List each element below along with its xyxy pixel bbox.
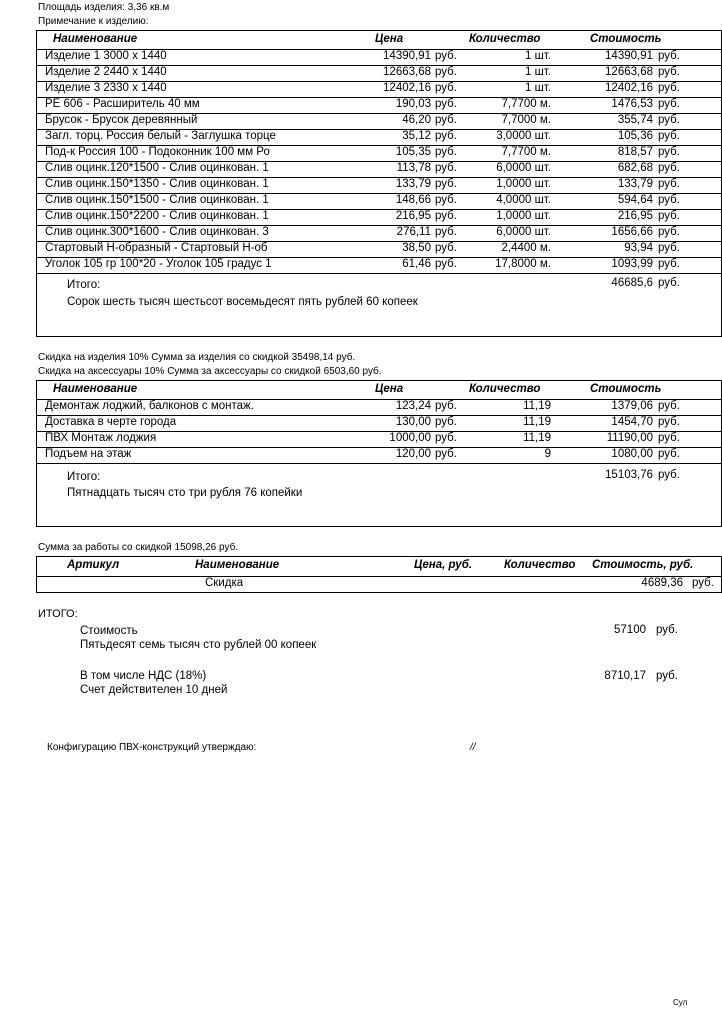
item-name: Слив оцинк.150*1350 - Слив оцинкован. 1 <box>45 178 269 190</box>
discount-accessories-line: Скидка на аксессуары 10% Сумма за аксессуары со скидкой 6503,60 руб. <box>38 366 382 377</box>
approval-text: Конфигурацию ПВХ-конструкций утверждаю: <box>47 742 257 753</box>
item-cost-currency: руб. <box>658 82 680 94</box>
item-qty: 1 шт. <box>524 50 551 62</box>
item-price-currency: руб. <box>435 98 457 110</box>
table-row <box>37 145 721 162</box>
item-price: 1000,00 <box>389 432 431 444</box>
services-total-label: Итого: <box>67 471 101 483</box>
item-name: Уголок 105 гр 100*20 - Уголок 105 градус 1 <box>45 258 272 270</box>
item-cost: 12663,68 <box>605 66 653 78</box>
item-qty: 1 шт. <box>524 66 551 78</box>
item-price: 12402,16 <box>383 82 431 94</box>
item-cost: 1476,53 <box>611 98 653 110</box>
item-qty: 9 <box>544 448 551 460</box>
table-row <box>37 225 721 242</box>
item-price: 276,11 <box>396 226 431 238</box>
item-qty: 7,7700 м. <box>501 146 551 158</box>
item-price: 123,24 <box>395 400 431 412</box>
col-cost-header: Стоимость <box>590 383 662 395</box>
item-price-currency: руб. <box>435 226 457 238</box>
item-qty: 11,19 <box>523 416 551 428</box>
col-name-header: Наименование <box>53 383 138 395</box>
column-divider <box>286 399 287 463</box>
item-name: Изделие 1 3000 x 1440 <box>45 50 167 62</box>
grand-cost-label: Стоимость <box>80 625 138 637</box>
item-qty: 7,7700 м. <box>501 98 551 110</box>
item-name: ПВХ Монтаж лоджия <box>45 432 157 444</box>
discount-cost: 4689,36 <box>641 577 683 589</box>
signature-mark: // <box>470 742 476 753</box>
table-row <box>37 431 721 448</box>
item-price-currency: руб. <box>435 162 457 174</box>
table-row <box>37 257 721 274</box>
item-price: 46,20 <box>402 114 431 126</box>
item-price: 120,00 <box>395 448 431 460</box>
discount-products-line: Скидка на изделия 10% Сумма за изделия со скидкой 35498,14 руб. <box>38 352 356 363</box>
item-price: 216,95 <box>395 210 431 222</box>
item-qty: 7,7000 м. <box>501 114 551 126</box>
item-price-currency: руб. <box>435 448 457 460</box>
item-price: 14390,91 <box>383 50 431 62</box>
item-price-currency: руб. <box>435 82 457 94</box>
item-cost-currency: руб. <box>658 98 680 110</box>
products-table <box>36 30 722 337</box>
col-name-header: Наименование <box>195 559 280 571</box>
page-footer-mark: Сул <box>673 998 688 1007</box>
note-line: Примечание к изделию: <box>38 16 149 27</box>
item-cost: 1656,66 <box>611 226 653 238</box>
item-price-currency: руб. <box>435 114 457 126</box>
products-total-value: 46685,6 <box>611 277 653 289</box>
discount-name: Скидка <box>205 577 244 589</box>
item-qty: 11,19 <box>523 432 551 444</box>
col-name-header: Наименование <box>53 33 138 45</box>
item-cost: 133,79 <box>617 178 653 190</box>
table-row <box>37 209 721 226</box>
table-row <box>37 65 721 82</box>
item-cost-currency: руб. <box>658 162 680 174</box>
table-row <box>37 49 721 66</box>
item-price-currency: руб. <box>435 178 457 190</box>
item-name: Доставка в черте города <box>45 416 177 428</box>
item-cost: 11190,00 <box>606 432 653 444</box>
table-row <box>37 576 721 592</box>
item-price-currency: руб. <box>435 210 457 222</box>
item-cost-currency: руб. <box>658 448 680 460</box>
item-price: 12663,68 <box>383 66 431 78</box>
item-name: Подъем на этаж <box>45 448 132 460</box>
item-cost-currency: руб. <box>658 416 680 428</box>
item-qty: 11,19 <box>523 400 551 412</box>
item-cost-currency: руб. <box>658 258 680 270</box>
grand-cost-words: Пятьдесят семь тысяч сто рублей 00 копеек <box>80 639 317 651</box>
item-cost-currency: руб. <box>658 178 680 190</box>
item-price-currency: руб. <box>435 242 457 254</box>
item-price: 190,03 <box>395 98 431 110</box>
col-qty-header: Количество <box>469 33 541 45</box>
grand-cost-currency: руб. <box>656 624 678 636</box>
item-cost-currency: руб. <box>658 146 680 158</box>
item-price: 130,00 <box>395 416 431 428</box>
item-qty: 2,4400 м. <box>501 242 551 254</box>
item-price: 35,12 <box>402 130 431 142</box>
item-price-currency: руб. <box>435 400 457 412</box>
item-cost: 105,36 <box>617 130 653 142</box>
services-total-words: Пятнадцать тысяч сто три рубля 76 копейки <box>67 487 303 499</box>
table-row <box>37 177 721 194</box>
item-cost: 1379,06 <box>611 400 653 412</box>
item-cost: 818,57 <box>617 146 653 158</box>
grand-cost-value: 57100 <box>614 624 646 636</box>
item-cost: 1454,70 <box>611 416 653 428</box>
item-cost: 1093,99 <box>611 258 653 270</box>
table-row <box>37 415 721 432</box>
products-total-currency: руб. <box>658 277 680 289</box>
item-cost: 1080,00 <box>611 448 653 460</box>
item-name: Изделие 2 2440 x 1440 <box>45 66 167 78</box>
item-name: Слив оцинк.120*1500 - Слив оцинкован. 1 <box>45 162 269 174</box>
item-price-currency: руб. <box>435 66 457 78</box>
table-row <box>37 193 721 210</box>
item-cost-currency: руб. <box>658 242 680 254</box>
table-row <box>37 97 721 114</box>
col-article-header: Артикул <box>67 559 120 571</box>
item-name: Слив оцинк.300*1600 - Слив оцинкован. 3 <box>45 226 269 238</box>
item-qty: 1,0000 шт. <box>496 178 551 190</box>
col-cost-header: Стоимость <box>590 33 662 45</box>
item-name: Брусок - Брусок деревянный <box>45 114 198 126</box>
products-total-words: Сорок шесть тысяч шестьсот восемьдесят пять рублей 60 копеек <box>67 296 418 308</box>
item-price-currency: руб. <box>435 146 457 158</box>
col-price-header: Цена <box>375 383 404 395</box>
item-name: Стартовый Н-образный - Стартовый Н-об <box>45 242 268 254</box>
item-cost-currency: руб. <box>658 66 680 78</box>
item-qty: 4,0000 шт. <box>496 194 551 206</box>
table-header <box>37 381 721 400</box>
area-line: Площадь изделия: 3,36 кв.м <box>38 2 170 13</box>
item-cost: 682,68 <box>617 162 653 174</box>
item-cost-currency: руб. <box>658 226 680 238</box>
validity-note: Счет действителен 10 дней <box>80 684 228 696</box>
table-row <box>37 113 721 130</box>
table-row <box>37 129 721 146</box>
vat-currency: руб. <box>656 670 678 682</box>
item-name: PE 606 - Расширитель 40 мм <box>45 98 200 110</box>
item-cost-currency: руб. <box>658 130 680 142</box>
vat-label: В том числе НДС (18%) <box>80 670 207 682</box>
item-price-currency: руб. <box>435 50 457 62</box>
item-cost-currency: руб. <box>658 194 680 206</box>
item-name: Слив оцинк.150*1500 - Слив оцинкован. 1 <box>45 194 269 206</box>
col-cost-header: Стоимость, руб. <box>592 559 694 571</box>
discount-currency: руб. <box>692 577 714 589</box>
item-cost: 594,64 <box>617 194 653 206</box>
item-qty: 3,0000 шт. <box>496 130 551 142</box>
item-cost: 14390,91 <box>605 50 653 62</box>
table-header <box>37 31 721 50</box>
table-row <box>37 241 721 258</box>
item-cost: 355,74 <box>617 114 653 126</box>
column-divider <box>286 49 287 273</box>
services-total-currency: руб. <box>658 469 680 481</box>
item-cost-currency: руб. <box>658 210 680 222</box>
table-row <box>37 399 721 416</box>
item-cost: 93,94 <box>624 242 653 254</box>
item-price: 105,35 <box>395 146 431 158</box>
item-qty: 1,0000 шт. <box>496 210 551 222</box>
col-price-header: Цена, руб. <box>414 559 473 571</box>
item-name: Слив оцинк.150*2200 - Слив оцинкован. 1 <box>45 210 269 222</box>
table-row <box>37 161 721 178</box>
item-qty: 6,0000 шт. <box>496 226 551 238</box>
item-qty: 17,8000 м. <box>495 258 551 270</box>
item-cost: 216,95 <box>617 210 653 222</box>
item-price: 38,50 <box>402 242 431 254</box>
item-cost-currency: руб. <box>658 400 680 412</box>
item-name: Изделие 3 2330 x 1440 <box>45 82 167 94</box>
table-row <box>37 81 721 98</box>
vat-value: 8710,17 <box>604 670 646 682</box>
grand-total-heading: ИТОГО: <box>38 608 78 620</box>
item-price: 61,46 <box>402 258 431 270</box>
item-cost-currency: руб. <box>658 50 680 62</box>
item-price-currency: руб. <box>435 194 457 206</box>
item-name: Демонтаж лоджий, балконов с монтаж. <box>45 400 254 412</box>
table-header <box>37 557 721 577</box>
item-price: 148,66 <box>395 194 431 206</box>
item-price-currency: руб. <box>435 416 457 428</box>
item-price: 113,78 <box>396 162 431 174</box>
col-qty-header: Количество <box>469 383 541 395</box>
products-total-label: Итого: <box>67 279 101 291</box>
item-cost: 12402,16 <box>605 82 653 94</box>
item-price-currency: руб. <box>435 130 457 142</box>
item-price-currency: руб. <box>435 258 457 270</box>
item-qty: 1 шт. <box>524 82 551 94</box>
table-row <box>37 447 721 464</box>
item-price-currency: руб. <box>435 432 457 444</box>
item-cost-currency: руб. <box>658 432 680 444</box>
item-price: 133,79 <box>395 178 431 190</box>
works-discount-line: Сумма за работы со скидкой 15098,26 руб. <box>38 542 239 553</box>
item-name: Загл. торц. Россия белый - Заглушка торце <box>45 130 276 142</box>
services-total-value: 15103,76 <box>605 469 653 481</box>
item-name: Под-к Россия 100 - Подоконник 100 мм Ро <box>45 146 270 158</box>
item-cost-currency: руб. <box>658 114 680 126</box>
discount-table <box>36 556 722 593</box>
item-qty: 6,0000 шт. <box>496 162 551 174</box>
col-price-header: Цена <box>375 33 404 45</box>
services-table <box>36 380 722 527</box>
col-qty-header: Количество <box>504 559 576 571</box>
